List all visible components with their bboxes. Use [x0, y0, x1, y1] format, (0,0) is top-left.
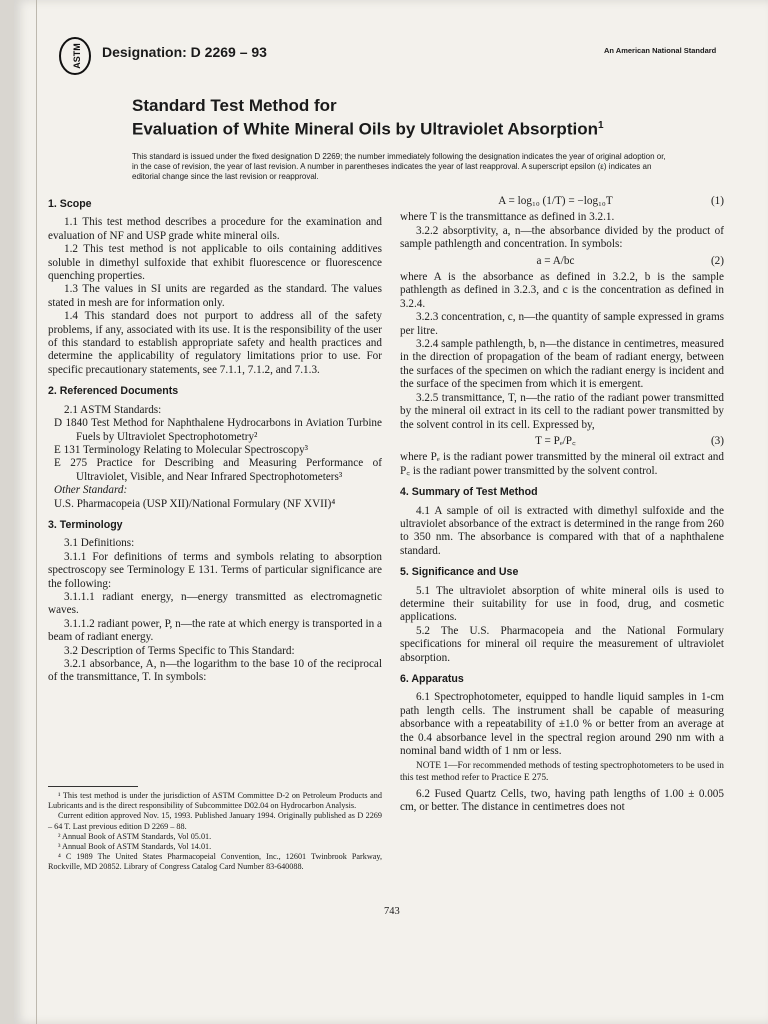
left-column: [48, 198, 382, 685]
footnote-3: ³ Annual Book of ASTM Standards, Vol 14.01.: [58, 842, 212, 852]
para-3-2-4: 3.2.4 sample pathlength, b, n—the distance in centimetres, measured in the direction of propagation of the beam of radiant energy, between the surfaces of the specimen on which the radiant energy is incident and the surface of the specimen from which it is emergent.: [400, 338, 724, 391]
issuance-notice: This standard is issued under the fixed designation D 2269; the number immediately following the designation indicates the year of original adoption or, in the case of revision, the year of last revision. A number in parentheses indicates the year of last reapproval. A superscript epsilon (ε) indicates an editorial change since the last revision or reapproval.: [132, 152, 666, 181]
footnote-1: ¹ This test method is under the jurisdiction of ASTM Committee D-2 on Petroleum Products and Lubricants and is the direct responsibility of Subcommittee D02.04 on Hydrocarbon Analysis.: [48, 791, 382, 811]
para-3-2-3: 3.2.3 concentration, c, n—the quantity of sample expressed in grams per litre.: [400, 311, 724, 337]
para-6-2: 6.2 Fused Quartz Cells, two, having path lengths of 1.00 ± 0.005 cm, or better. The distance in centimetres does not: [400, 787, 724, 814]
scope-heading: 1. Scope: [48, 198, 92, 210]
equation-2-number: (2): [710, 254, 724, 267]
para-3-2-2: 3.2.2 absorptivity, a, n—the absorbance divided by the product of sample pathlength and concentration. In symbols:: [400, 224, 724, 251]
astm-logo-icon: [58, 36, 92, 76]
para-1-3: 1.3 The values in SI units are regarded as the standard. The values stated in mesh are for information only.: [48, 283, 382, 309]
equation-3-number: (3): [710, 434, 724, 447]
footnote-1b: Current edition approved Nov. 15, 1993. Published January 1994. Originally published as D 2269 – 64 T. Last previous edition D 2269 – 88.: [48, 811, 382, 831]
para-3-1-1-1: 3.1.1.1 radiant energy, n—energy transmitted as electromagnetic waves.: [48, 590, 382, 617]
para-3-2-1: 3.2.1 absorbance, A, n—the logarithm to the base 10 of the reciprocal of the transmittance, T. In symbols:: [48, 658, 382, 684]
equation-2: [400, 255, 724, 268]
para-3-1: 3.1 Definitions:: [64, 537, 135, 550]
para-5-2: 5.2 The U.S. Pharmacopeia and the National Formulary specifications for mineral oil require the measurement of ultraviolet absorption.: [400, 624, 724, 664]
svg-text:ASTM: ASTM: [72, 43, 82, 69]
title-line-2: [132, 116, 692, 140]
right-column: [400, 192, 724, 814]
summary-heading: 4. Summary of Test Method: [400, 486, 538, 499]
footnote-rule: [48, 786, 138, 787]
footnote-4: ⁴ C 1989 The United States Pharmacopeial Convention, Inc., 12601 Twinbrook Parkway, Rockville, MD 20852. Library of Congress Catalog Card Number 83-640088.: [48, 852, 382, 872]
para-1-1: 1.1 This test method describes a procedure for the examination and evaluation of NF and USP grade white mineral oils.: [48, 216, 382, 242]
terminology-heading: 3. Terminology: [48, 518, 123, 531]
page-number: 743: [384, 906, 400, 917]
where-1: where T is the transmittance as defined in 3.2.1.: [400, 211, 615, 224]
equation-3-formula: T = Pₑ/P꜀: [535, 434, 576, 447]
para-2-1: 2.1 ASTM Standards:: [64, 403, 162, 416]
equation-3: [400, 435, 724, 448]
equation-1: [400, 195, 724, 208]
para-1-2: 1.2 This test method is not applicable to oils containing additives soluble in dimethyl sulfoxide that exhibit fluorescence or fluorescence quenching properties.: [48, 243, 382, 283]
page-edge: [36, 0, 37, 1024]
para-5-1: 5.1 The ultraviolet absorption of white mineral oils is used to determine their suitability for use in food, drug, and cosmetic applications.: [400, 584, 724, 624]
standard-type: An American National Standard: [604, 46, 717, 55]
document-title: [132, 96, 692, 140]
where-2: where A is the absorbance as defined in 3.2.2, b is the sample pathlength as defined in 3.2.3, and c is the concentration as defined in 3.2.4.: [400, 271, 724, 310]
para-4-1: 4.1 A sample of oil is extracted with dimethyl sulfoxide and the ultraviolet absorbance of the extract is determined in the range from 260 to 350 nm. The absorbance is compared with that of a naphthalene standard.: [400, 504, 725, 557]
equation-1-number: (1): [710, 195, 724, 207]
para-1-4: 1.4 This standard does not purport to address all of the safety problems, if any, associated with its use. It is the responsibility of the user of this standard to establish appropriate safety and health practices and determine the applicability of regulatory limitations prior to use. For specific precautionary statements, see 7.1.1, 7.1.2, and 7.1.3.: [48, 310, 382, 376]
where-3: where Pₑ is the radiant power transmitted by the mineral oil extract and P꜀ is the radiant power transmitted by the solvent control.: [400, 451, 724, 477]
document-page: [14, 0, 768, 1024]
other-standard-label: Other Standard:: [54, 484, 128, 497]
para-3-2-5: 3.2.5 transmittance, T, n—the ratio of the radiant power transmitted by the mineral oil extract in its cell to the radiant power transmitted by the solvent control in its cell. Expressed by,: [400, 391, 724, 431]
apparatus-heading: 6. Apparatus: [400, 673, 464, 685]
title-footnote-mark: 1: [597, 120, 604, 131]
ref-e275: E 275 Practice for Describing and Measuring Performance of Ultraviolet, Visible, and Near Infrared Spectrophotometers³: [54, 457, 382, 483]
footnotes: [48, 786, 382, 873]
ref-e131: E 131 Terminology Relating to Molecular Spectroscopy³: [54, 443, 309, 456]
significance-heading: 5. Significance and Use: [400, 566, 519, 579]
note-1: NOTE 1—For recommended methods of testing spectrophotometers to be used in this test method refer to Practice E 275.: [400, 761, 724, 784]
para-3-2: 3.2 Description of Terms Specific to This Standard:: [64, 644, 295, 657]
ref-usp: U.S. Pharmacopeia (USP XII)/National Formulary (NF XVII)⁴: [54, 497, 336, 510]
para-3-1-1-2: 3.1.1.2 radiant power, P, n—the rate at which energy is transported in a beam of radiant energy.: [48, 617, 382, 644]
ref-d1840: D 1840 Test Method for Naphthalene Hydrocarbons in Aviation Turbine Fuels by Ultraviolet Spectrophotometry²: [54, 417, 382, 443]
title-line-1: Standard Test Method for: [132, 96, 337, 115]
equation-2-formula: a = A/bc: [536, 254, 575, 267]
designation: Designation: D 2269 – 93: [102, 44, 267, 60]
title-text: Evaluation of White Mineral Oils by Ultraviolet Absorption: [132, 119, 598, 139]
para-6-1: 6.1 Spectrophotometer, equipped to handle liquid samples in 1-cm path length cells. The instrument shall be capable of measuring absorbance with a repeatability of ±1.0 % or better from an average at the 0.4 absorbance level in the spectral region around 290 nm with a nominal band width of 1 nm or less.: [400, 691, 724, 758]
equation-1-formula: A = log₁₀ (1/T) = −log₁₀T: [498, 195, 613, 207]
para-3-1-1: 3.1.1 For definitions of terms and symbols relating to absorption spectroscopy see Terminology E 131. Terms of particular significance are the following:: [48, 550, 382, 590]
references-heading: 2. Referenced Documents: [48, 385, 179, 398]
footnote-2: ² Annual Book of ASTM Standards, Vol 05.01.: [58, 831, 212, 841]
